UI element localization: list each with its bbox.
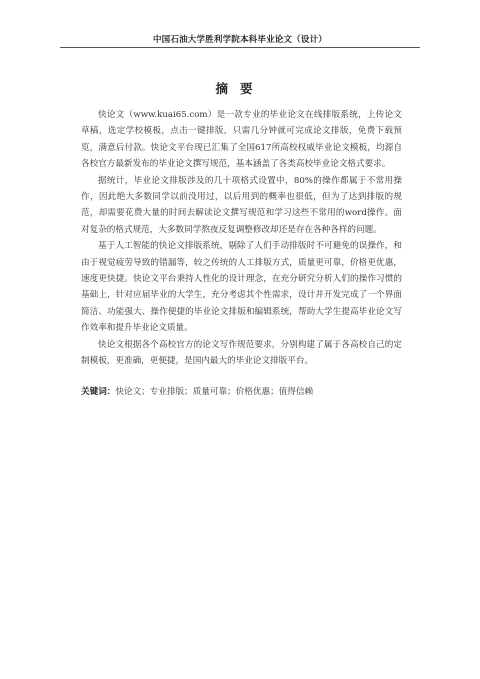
header-divider: [60, 47, 420, 48]
abstract-paragraph-4: 快论文根据各个高校官方的论文写作规范要求，分别构建了属于各高校自己的定制模板，更准确，更便捷，是国内最大的毕业论文排版平台。: [81, 339, 402, 367]
abstract-paragraph-2: 据统计，毕业论文排版涉及的几十项格式设置中，80%的操作都属于不常用操作，因此绝大多数同学以前没用过，以后用到的概率也很低，但为了达到排版的规范，却需要花费大量的时间去解读论文撰写规范和学习这些不常用的word操作。面对复杂的格式规范，大多数同学熬夜反复调整修改却还是存在各种各样的问题。: [81, 175, 402, 235]
abstract-title: 摘要: [215, 81, 265, 96]
running-header: 中国石油大学胜利学院本科毕业论文（设计）: [152, 35, 327, 45]
abstract-paragraph-3: 基于人工智能的快论文排版系统，剔除了人们手动排版时不可避免的误操作，和由于视觉疲劳导致的错漏等，较之传统的人工排版方式，质量更可靠，价格更优惠，速度更快捷。快论文平台秉持人性化的设计理念，在充分研究分析人们的操作习惯的基础上，针对应届毕业的大学生，充分考虑其个性需求，设计并开发完成了一个界面简洁、功能强大、操作便捷的毕业论文排版和编辑系统，帮助大学生提高毕业论文写作效率和提升毕业论文质量。: [81, 241, 402, 334]
keywords-label: 关键词：: [81, 386, 116, 397]
keywords-text: 快论文；专业排版；质量可靠；价格优惠；值得信赖: [115, 386, 314, 397]
keywords-line: [81, 384, 402, 400]
abstract-paragraph-1: 快论文（www.kuai65.com）是一款专业的毕业论文在线排版系统，上传论文草稿，选定学校模板，点击一键排版，只需几分钟就可完成论文排版，免费下载预览，满意后付款。快论文平台现已汇集了全国617所高校权威毕业论文模板，均源自各校官方最新发布的毕业论文撰写规范，基本涵盖了各类高校毕业论文格式要求。: [81, 110, 402, 170]
abstract-body: [81, 107, 402, 400]
